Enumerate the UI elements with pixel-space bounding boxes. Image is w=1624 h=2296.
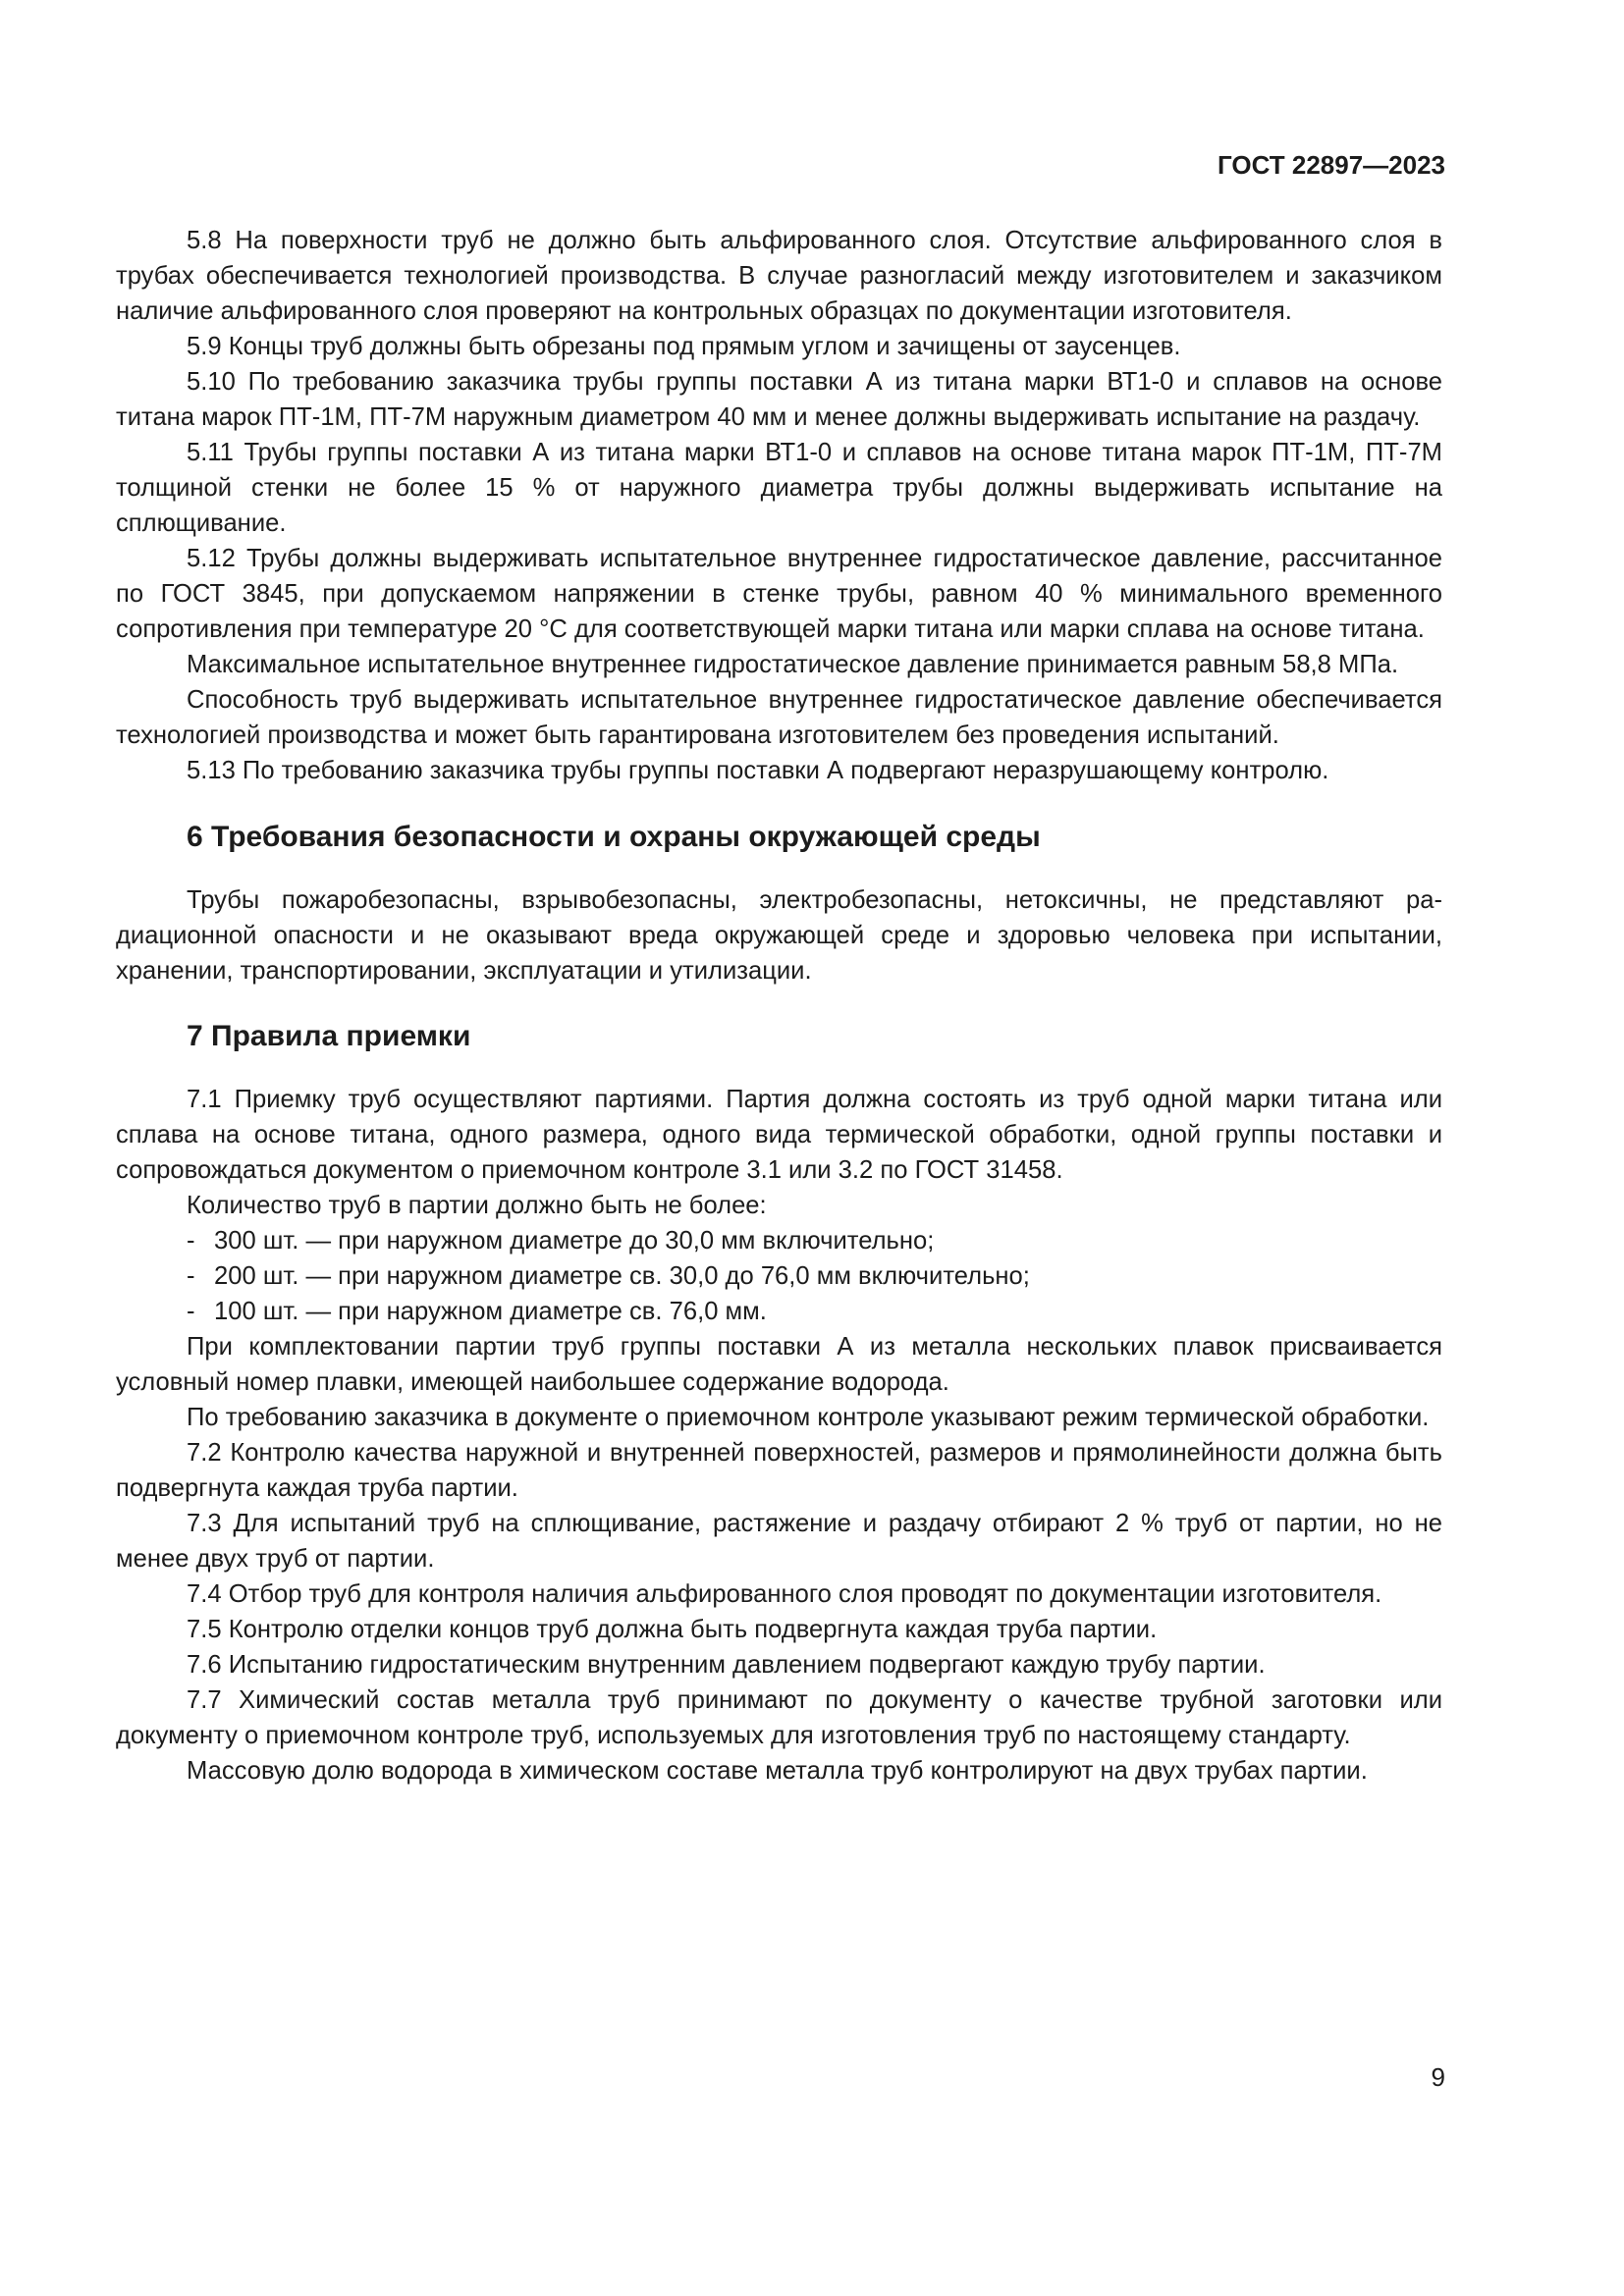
section-7-heading: 7 Правила приемки bbox=[187, 1020, 471, 1052]
paragraph-5-10: 5.10 По требованию заказчика трубы группы поставки А из титана марки ВТ1-0 и сплавов на основе титана марок ПТ-1М, ПТ-7М наружным диаметром 40 мм и менее должны выдерживать испытание на раздачу. bbox=[116, 368, 1442, 431]
list-item bbox=[116, 1223, 1442, 1258]
paragraph-7-2: 7.2 Контролю качества наружной и внутренней поверхностей, размеров и прямолинейности должна быть подвергнута каждая труба партии. bbox=[116, 1439, 1442, 1502]
dash-bullet: - bbox=[187, 1227, 195, 1255]
list-item-text: 100 шт. — при наружном диаметре св. 76,0 мм. bbox=[214, 1298, 767, 1325]
paragraph-quantity-intro: Количество труб в партии должно быть не более: bbox=[187, 1192, 767, 1219]
dash-bullet: - bbox=[187, 1298, 195, 1325]
paragraph-5-12-ability: Способность труб выдерживать испытательное внутреннее гидростатическое давление обеспечивается технологией производства и может быть гарантирована изготовителем без проведения испытаний. bbox=[116, 686, 1442, 749]
paragraph-hydrogen: Массовую долю водорода в химическом составе металла труб контролируют на двух трубах партии. bbox=[187, 1757, 1368, 1785]
list-item bbox=[116, 1258, 1442, 1294]
list-item-text: 300 шт. — при наружном диаметре до 30,0 мм включительно; bbox=[214, 1227, 935, 1255]
list-item bbox=[116, 1294, 1442, 1329]
paragraph-melt-number: При комплектовании партии труб группы поставки А из металла нескольких плавок присваивается условный номер плавки, имеющей наибольшее содержание водорода. bbox=[116, 1333, 1442, 1396]
paragraph-section-6: Трубы пожаробезопасны, взрывобезопасны, электробезопасны, нетоксичны, не представляют радиационной опасности и не оказывают вреда окружающей среде и здоровью человека при испытании, хранении, транспортировании, эксплуатации и утилизации. bbox=[116, 886, 1442, 985]
paragraph-7-6: 7.6 Испытанию гидростатическим внутренним давлением подвергают каждую трубу партии. bbox=[187, 1651, 1266, 1679]
paragraph-5-11: 5.11 Трубы группы поставки А из титана марки ВТ1-0 и сплавов на основе титана марок ПТ-1М, ПТ-7М толщиной стенки не более 15 % от наружного диаметра трубы должны выдерживать испытание на сплющивание. bbox=[116, 439, 1442, 537]
paragraph-5-8: 5.8 На поверхности труб не должно быть альфированного слоя. Отсутствие альфированного слоя в трубах обеспечивается технологией производства. В случае разногласий между изготовителем и заказчиком наличие альфированного слоя проверяют на контрольных образцах по документации изготовителя. bbox=[116, 227, 1442, 325]
document-body bbox=[116, 223, 1442, 1789]
paragraph-7-5: 7.5 Контролю отделки концов труб должна быть подвергнута каждая труба партии. bbox=[187, 1616, 1158, 1643]
paragraph-7-7: 7.7 Химический состав металла труб принимают по документу о качестве трубной заготовки или документу о приемочном контроле труб, используемых для изготовления труб по настоящему стандарту. bbox=[116, 1686, 1442, 1749]
paragraph-5-12-max-pressure: Максимальное испытательное внутреннее гидростатическое давление принимается равным 58,8 МПа. bbox=[187, 651, 1399, 678]
paragraph-7-1: 7.1 Приемку труб осуществляют партиями. Партия должна состоять из труб одной марки титана или сплава на основе титана, одного размера, одного вида термической обработки, одной группы поставки и сопровождаться документом о приемочном контроле 3.1 или 3.2 по ГОСТ 31458. bbox=[116, 1086, 1442, 1184]
paragraph-5-12: 5.12 Трубы должны выдерживать испытательное внутреннее гидростатическое давление, рассчитанное по ГОСТ 3845, при допускаемом напряжении в стенке трубы, равном 40 % минимального временного сопротивления при температуре 20 °С для соответствующей марки титана или марки сплава на основе титана. bbox=[116, 545, 1442, 643]
section-6-heading: 6 Требования безопасности и охраны окружающей среды bbox=[187, 821, 1041, 853]
document-header: ГОСТ 22897—2023 bbox=[1218, 150, 1445, 180]
page-number: 9 bbox=[1431, 2062, 1445, 2092]
paragraph-heat-treatment: По требованию заказчика в документе о приемочном контроле указывают режим термической обработки. bbox=[187, 1404, 1430, 1431]
paragraph-7-4: 7.4 Отбор труб для контроля наличия альфированного слоя проводят по документации изготовителя. bbox=[187, 1580, 1382, 1608]
dash-bullet: - bbox=[187, 1262, 195, 1290]
list-item-text: 200 шт. — при наружном диаметре св. 30,0 до 76,0 мм включительно; bbox=[214, 1262, 1030, 1290]
paragraph-7-3: 7.3 Для испытаний труб на сплющивание, растяжение и раздачу отбирают 2 % труб от партии, но не менее двух труб от партии. bbox=[116, 1510, 1442, 1573]
paragraph-5-9: 5.9 Концы труб должны быть обрезаны под прямым углом и зачищены от заусенцев. bbox=[187, 333, 1181, 360]
paragraph-5-13: 5.13 По требованию заказчика трубы группы поставки А подвергают неразрушающему контролю. bbox=[187, 757, 1329, 784]
